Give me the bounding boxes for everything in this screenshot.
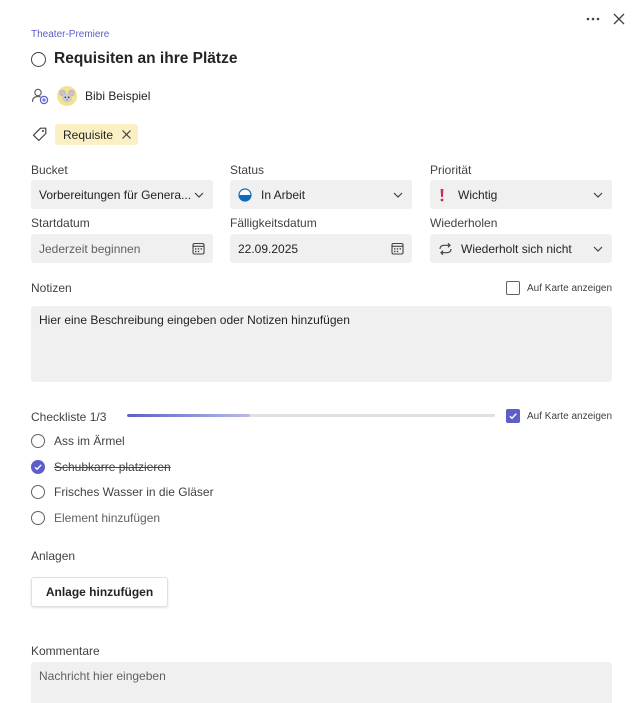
- plan-name: Theater-Premiere: [31, 29, 110, 40]
- status-dropdown[interactable]: [230, 180, 412, 209]
- half-filled-circle-icon: [238, 188, 252, 202]
- add-attachment-button[interactable]: Anlage hinzufügen: [31, 577, 168, 607]
- remove-label-button[interactable]: [121, 129, 132, 140]
- bucket-label: Bucket: [31, 163, 68, 177]
- checklist-item-checkbox[interactable]: [31, 434, 45, 448]
- priority-label: Priorität: [430, 163, 472, 177]
- repeat-value: Wiederholt sich nicht: [461, 241, 572, 256]
- chevron-down-icon: [592, 243, 604, 255]
- more-options-button[interactable]: [584, 10, 602, 28]
- priority-value: Wichtig: [458, 187, 498, 202]
- due-date-value: 22.09.2025: [238, 241, 299, 256]
- checklist-item-text[interactable]: Schubkarre platzieren: [54, 460, 171, 474]
- checklist-item[interactable]: [31, 434, 125, 448]
- start-date-placeholder: Jederzeit beginnen: [39, 241, 141, 256]
- checklist-progress-bar: [127, 414, 495, 417]
- status-label: Status: [230, 163, 265, 177]
- mouse-avatar-icon: [57, 86, 77, 106]
- comment-input[interactable]: [31, 662, 612, 703]
- checkmark-icon: [508, 411, 518, 421]
- comment-placeholder: Nachricht hier eingeben: [39, 669, 166, 683]
- close-icon: [121, 129, 132, 140]
- checklist-item-checkbox-checked[interactable]: [31, 460, 45, 474]
- checklist-add-item[interactable]: [31, 511, 160, 525]
- attachments-label: Anlagen: [31, 549, 76, 563]
- notes-label: Notizen: [31, 281, 72, 295]
- calendar-icon[interactable]: [391, 242, 404, 255]
- calendar-icon[interactable]: [192, 242, 205, 255]
- checklist-item-text[interactable]: Frisches Wasser in die Gläser: [54, 485, 214, 499]
- repeat-label: Wiederholen: [430, 216, 498, 230]
- close-icon: [611, 11, 627, 27]
- repeat-dropdown[interactable]: [430, 234, 612, 263]
- status-value: In Arbeit: [261, 187, 306, 202]
- close-button[interactable]: [611, 11, 627, 27]
- start-date-label: Startdatum: [31, 216, 90, 230]
- comments-label: Kommentare: [31, 644, 100, 658]
- assignment-row: [31, 86, 150, 106]
- complete-task-checkbox[interactable]: [31, 52, 46, 67]
- checklist-show-on-card-label: Auf Karte anzeigen: [527, 410, 613, 422]
- repeat-icon: [438, 242, 453, 256]
- task-title-row: [31, 50, 237, 68]
- bucket-value: Vorbereitungen für Genera...: [39, 187, 192, 202]
- checklist-item[interactable]: [31, 485, 214, 499]
- checklist-show-on-card[interactable]: [506, 409, 612, 423]
- assign-person-icon[interactable]: [31, 87, 49, 105]
- notes-show-on-card[interactable]: [506, 281, 612, 295]
- start-date-input[interactable]: [31, 234, 213, 263]
- checklist-add-item-circle: [31, 511, 45, 525]
- label-chip-text: Requisite: [63, 127, 114, 142]
- more-horizontal-icon: [584, 10, 602, 28]
- checklist-item[interactable]: [31, 460, 171, 474]
- notes-show-on-card-checkbox[interactable]: [506, 281, 520, 295]
- due-date-input[interactable]: [230, 234, 412, 263]
- checklist-label: Checkliste 1/3: [31, 410, 107, 424]
- avatar[interactable]: [57, 86, 77, 106]
- exclamation-icon: [438, 188, 446, 202]
- label-chip-requisite[interactable]: [55, 124, 138, 145]
- checklist-progress-fill: [127, 414, 250, 417]
- due-date-label: Fälligkeitsdatum: [230, 216, 317, 230]
- tag-icon[interactable]: [31, 126, 48, 143]
- chevron-down-icon: [392, 189, 404, 201]
- checklist-item-checkbox[interactable]: [31, 485, 45, 499]
- notes-placeholder: Hier eine Beschreibung eingeben oder Notizen hinzufügen: [39, 313, 350, 327]
- priority-dropdown[interactable]: [430, 180, 612, 209]
- bucket-dropdown[interactable]: [31, 180, 213, 209]
- checkmark-icon: [33, 462, 43, 472]
- assignee-name[interactable]: Bibi Beispiel: [85, 89, 151, 103]
- chevron-down-icon: [592, 189, 604, 201]
- labels-row: [31, 124, 138, 145]
- checklist-item-text[interactable]: Ass im Ärmel: [54, 434, 125, 448]
- notes-show-on-card-label: Auf Karte anzeigen: [527, 282, 613, 294]
- checklist-show-on-card-checkbox[interactable]: [506, 409, 520, 423]
- task-title[interactable]: Requisiten an ihre Plätze: [54, 50, 238, 67]
- checklist-add-item-input[interactable]: Element hinzufügen: [54, 511, 161, 525]
- chevron-down-icon: [193, 189, 205, 201]
- notes-textarea[interactable]: [31, 306, 612, 382]
